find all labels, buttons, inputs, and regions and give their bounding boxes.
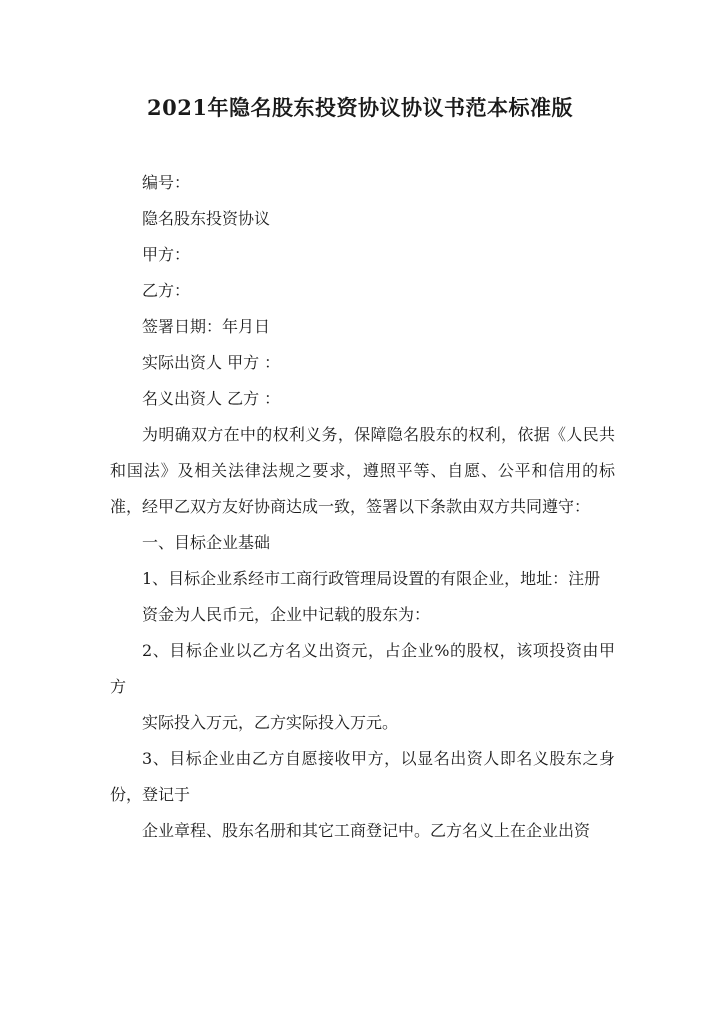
paragraph-clause-2: 2、目标企业以乙方名义出资元，占企业%的股权，该项投资由甲方 (110, 641, 615, 696)
paragraph-clause-3-cont: 企业章程、股东名册和其它工商登记中。乙方名义上在企业出资 (142, 821, 591, 840)
paragraph-clause-1-cont: 资金为人民币元，企业中记载的股东为： (142, 605, 431, 624)
paragraph-clause-1: 1、目标企业系经市工商行政管理局设置的有限企业，地址：注册 (142, 569, 601, 588)
document-body (110, 165, 615, 849)
paragraph-agreement-name: 隐名股东投资协议 (142, 209, 271, 228)
paragraph-clause-3: 3、目标企业由乙方自愿接收甲方，以显名出资人即名义股东之身份，登记于 (110, 749, 615, 804)
paragraph-section-heading: 一、目标企业基础 (142, 533, 271, 552)
paragraph-party-b: 乙方： (142, 281, 191, 300)
paragraph-preamble: 为明确双方在中的权利义务，保障隐名股东的权利，依据《人民共和国法》及相关法律法规之要求，遵照平等、自愿、公平和信用的标准，经甲乙双方友好协商达成一致，签署以下条款由双方共同遵守： (110, 425, 615, 516)
document-title: 2021年隐名股东投资协议协议书范本标准版 (147, 95, 573, 120)
paragraph-party-a: 甲方： (142, 245, 191, 264)
paragraph-clause-2-cont: 实际投入万元，乙方实际投入万元。 (142, 713, 399, 732)
paragraph-serial-number: 编号： (142, 173, 191, 192)
paragraph-signing-date: 签署日期：年月日 (142, 317, 271, 336)
paragraph-actual-investor: 实际出资人 甲方 ： (142, 353, 281, 372)
paragraph-nominal-investor: 名义出资人 乙方 ： (142, 389, 281, 408)
